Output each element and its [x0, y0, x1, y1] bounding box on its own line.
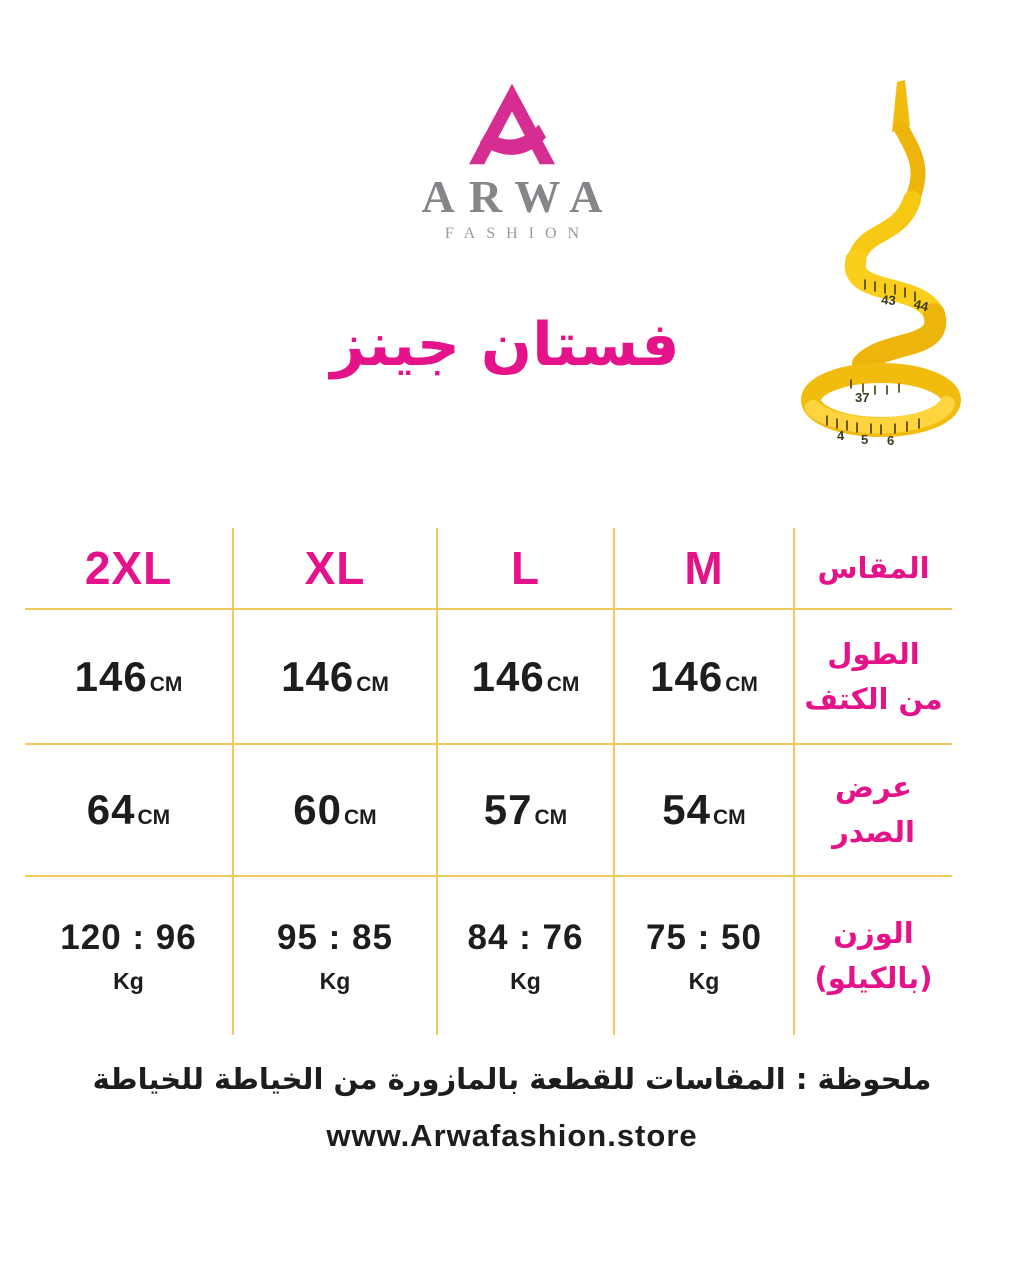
length-cell-xl: 146 CM — [234, 610, 438, 745]
tape-number: 5 — [861, 432, 869, 447]
weight-cell-m: 75 : 50 Kg — [615, 877, 795, 1035]
brand-name: ARWA — [421, 171, 617, 222]
brand-subtitle: FASHION — [444, 225, 591, 242]
length-cell-l: 146 CM — [438, 610, 615, 745]
tape-number: 37 — [855, 390, 870, 405]
chest-cell-l: 57 CM — [438, 745, 615, 877]
tape-number: 43 — [880, 292, 897, 309]
weight-row-label: الوزن (بالكيلو) — [814, 916, 933, 995]
chest-cell-2xl: 64 CM — [25, 745, 234, 877]
chest-cell-xl: 60 CM — [234, 745, 438, 877]
length-cell-m: 146 CM — [615, 610, 795, 745]
product-title: فستان جينز — [330, 310, 680, 380]
size-header-2xl: 2XL — [25, 528, 234, 610]
arwa-logo-icon — [456, 80, 568, 166]
size-table — [25, 528, 952, 1035]
size-header-m: M — [615, 528, 795, 610]
chest-row-label: عرض الصدر — [795, 745, 952, 877]
website-link: www.Arwafashion.store — [326, 1118, 698, 1153]
measurement-note: ملحوظة : المقاسات للقطعة بالمازورة من الخياطة للخياطة — [92, 1062, 932, 1096]
weight-cell-xl: 95 : 85 Kg — [234, 877, 438, 1035]
tape-number: 44 — [912, 296, 930, 315]
weight-cell-l: 84 : 76 Kg — [438, 877, 615, 1035]
size-header-l: L — [438, 528, 615, 610]
size-header-xl: XL — [234, 528, 438, 610]
measuring-tape-image — [793, 68, 963, 458]
tape-number: 4 — [837, 428, 845, 443]
length-row-label: الطول من الكتف — [795, 610, 952, 745]
weight-cell-2xl: 120 : 96 Kg — [25, 877, 234, 1035]
chest-cell-m: 54 CM — [615, 745, 795, 877]
length-cell-2xl: 146 CM — [25, 610, 234, 745]
size-header-label: المقاس — [795, 528, 952, 610]
tape-number: 6 — [887, 433, 895, 448]
